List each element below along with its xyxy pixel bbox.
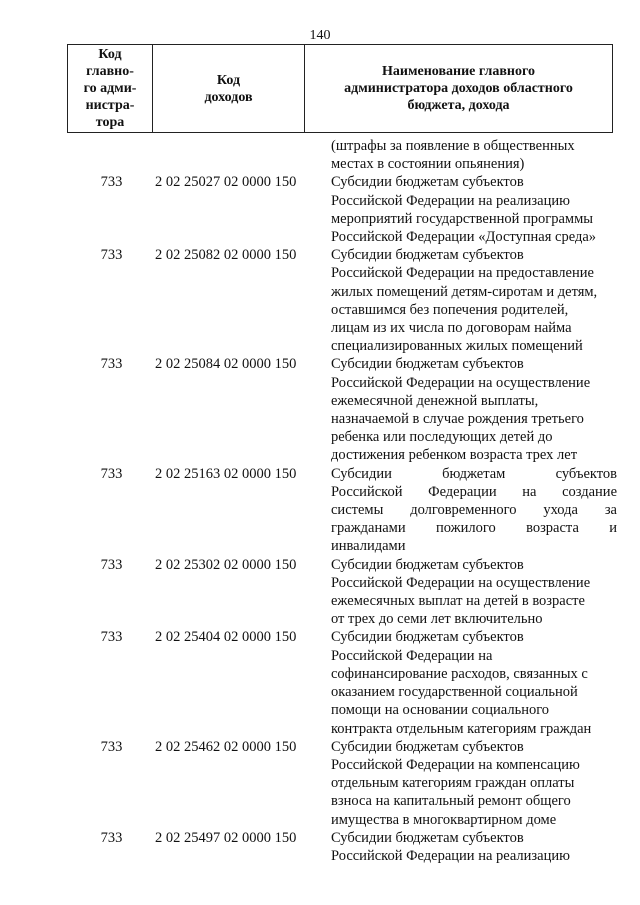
name-line: ребенка или последующих детей до <box>331 429 553 446</box>
income-name-cell <box>331 465 617 556</box>
name-line: Российской Федерации на осуществление <box>331 574 591 591</box>
name-word: и <box>609 520 617 537</box>
name-line: Российской Федерации на предоставление <box>331 265 594 282</box>
name-line: Субсидии бюджетам субъектов <box>331 829 524 846</box>
name-line: Субсидии бюджетам субъектов <box>331 247 524 264</box>
header-name: Наименование главного администратора доходов областного бюджета, дохода <box>304 45 612 132</box>
name-word: пожилого <box>435 520 496 537</box>
admin-code-cell: 733 <box>100 465 123 482</box>
table-row <box>0 556 640 629</box>
name-line: Субсидии бюджетам субъектов <box>331 556 524 573</box>
name-line: мероприятий государственной программы <box>331 210 593 227</box>
name-line: Российской Федерации на компенсацию <box>331 756 580 773</box>
admin-code-cell: 733 <box>100 247 123 264</box>
table-row <box>0 829 640 865</box>
name-line: назначаемой в случае рождения третьего <box>331 411 584 428</box>
income-name-cell <box>331 829 617 865</box>
name-line: имущества в многоквартирном доме <box>331 811 557 828</box>
name-word: за <box>604 502 617 519</box>
admin-code-cell <box>78 137 145 173</box>
admin-code-cell: 733 <box>100 556 123 573</box>
name-line-justified <box>331 519 617 537</box>
continuation-row <box>0 137 640 173</box>
income-code-cell: 2 02 25497 02 0000 150 <box>155 829 297 846</box>
name-word: системы <box>331 502 384 519</box>
name-line: местах в состоянии опьянения) <box>331 156 525 173</box>
name-word: возраста <box>526 520 579 537</box>
name-line: Субсидии бюджетам субъектов <box>331 629 524 646</box>
income-name-cell <box>331 628 617 737</box>
name-line: помощи на основании социального <box>331 702 550 719</box>
name-line: Российской Федерации на реализацию <box>331 847 570 864</box>
name-word: долговременного <box>410 502 517 519</box>
table-row <box>0 246 640 355</box>
income-code-cell: 2 02 25082 02 0000 150 <box>155 247 297 264</box>
name-word: Федерации <box>428 483 497 500</box>
table-row <box>0 628 640 737</box>
name-line: Субсидии бюджетам субъектов <box>331 174 524 191</box>
name-word: бюджетам <box>442 465 506 482</box>
name-word: создание <box>562 483 617 500</box>
name-line: Российской Федерации «Доступная среда» <box>331 229 597 246</box>
table-row <box>0 738 640 829</box>
name-line: взноса на капитальный ремонт общего <box>331 793 571 810</box>
table-row <box>0 173 640 246</box>
name-line: Российской Федерации на осуществление <box>331 374 591 391</box>
admin-code-cell: 733 <box>100 356 123 373</box>
name-word: Российской <box>331 483 403 500</box>
income-code-cell: 2 02 25163 02 0000 150 <box>155 465 297 482</box>
table-row <box>0 355 640 464</box>
name-line: жилых помещений детям-сиротам и детям, <box>331 283 598 300</box>
income-name-cell <box>331 556 617 629</box>
income-code-cell <box>155 137 331 173</box>
income-code-cell: 2 02 25462 02 0000 150 <box>155 738 297 755</box>
header-income-code: Код доходов <box>152 45 304 132</box>
name-line: инвалидами <box>331 538 406 555</box>
name-line: оказанием государственной социальной <box>331 684 578 701</box>
income-code-cell: 2 02 25404 02 0000 150 <box>155 629 297 646</box>
income-code-cell: 2 02 25302 02 0000 150 <box>155 556 297 573</box>
name-line-justified <box>331 465 617 483</box>
name-line: Российской Федерации на реализацию <box>331 192 570 209</box>
name-line: отдельным категориям граждан оплаты <box>331 775 575 792</box>
name-word: Субсидии <box>331 465 392 482</box>
name-line: достижения ребенком возраста трех лет <box>331 447 578 464</box>
income-name-cell <box>331 173 617 246</box>
name-line: (штрафы за появление в общественных <box>331 138 575 154</box>
name-line: контракта отдельным категориям граждан <box>331 720 592 737</box>
income-name-cell <box>331 137 617 173</box>
name-line: ежемесячной денежной выплаты, <box>331 392 539 409</box>
admin-code-cell: 733 <box>100 174 123 191</box>
table-body <box>0 137 640 865</box>
name-word: гражданами <box>331 520 406 537</box>
name-line: Российской Федерации на <box>331 647 493 664</box>
income-name-cell <box>331 355 617 464</box>
name-line: специализированных жилых помещений <box>331 338 583 355</box>
name-word: субъектов <box>555 465 617 482</box>
name-line: софинансирование расходов, связанных с <box>331 665 588 682</box>
name-word: ухода <box>543 502 578 519</box>
income-code-cell: 2 02 25084 02 0000 150 <box>155 356 297 373</box>
name-line: Субсидии бюджетам субъектов <box>331 356 524 373</box>
name-line-justified <box>331 483 617 501</box>
name-line: Субсидии бюджетам субъектов <box>331 738 524 755</box>
income-name-cell <box>331 246 617 355</box>
header-admin-code: Код главно- го адми- нистра- тора <box>83 47 137 130</box>
page-number: 140 <box>309 28 331 43</box>
table-header <box>67 44 613 133</box>
name-line: от трех до семи лет включительно <box>331 611 543 628</box>
admin-code-cell: 733 <box>100 829 123 846</box>
name-word: на <box>522 483 537 500</box>
admin-code-cell: 733 <box>100 738 123 755</box>
table-row <box>0 465 640 556</box>
admin-code-cell: 733 <box>100 629 123 646</box>
name-line: ежемесячных выплат на детей в возрасте <box>331 593 585 610</box>
income-name-cell <box>331 738 617 829</box>
name-line-justified <box>331 501 617 519</box>
name-line: лицам из их числа по договорам найма <box>331 320 572 337</box>
name-line: оставшимся без попечения родителей, <box>331 301 569 318</box>
income-code-cell: 2 02 25027 02 0000 150 <box>155 174 297 191</box>
